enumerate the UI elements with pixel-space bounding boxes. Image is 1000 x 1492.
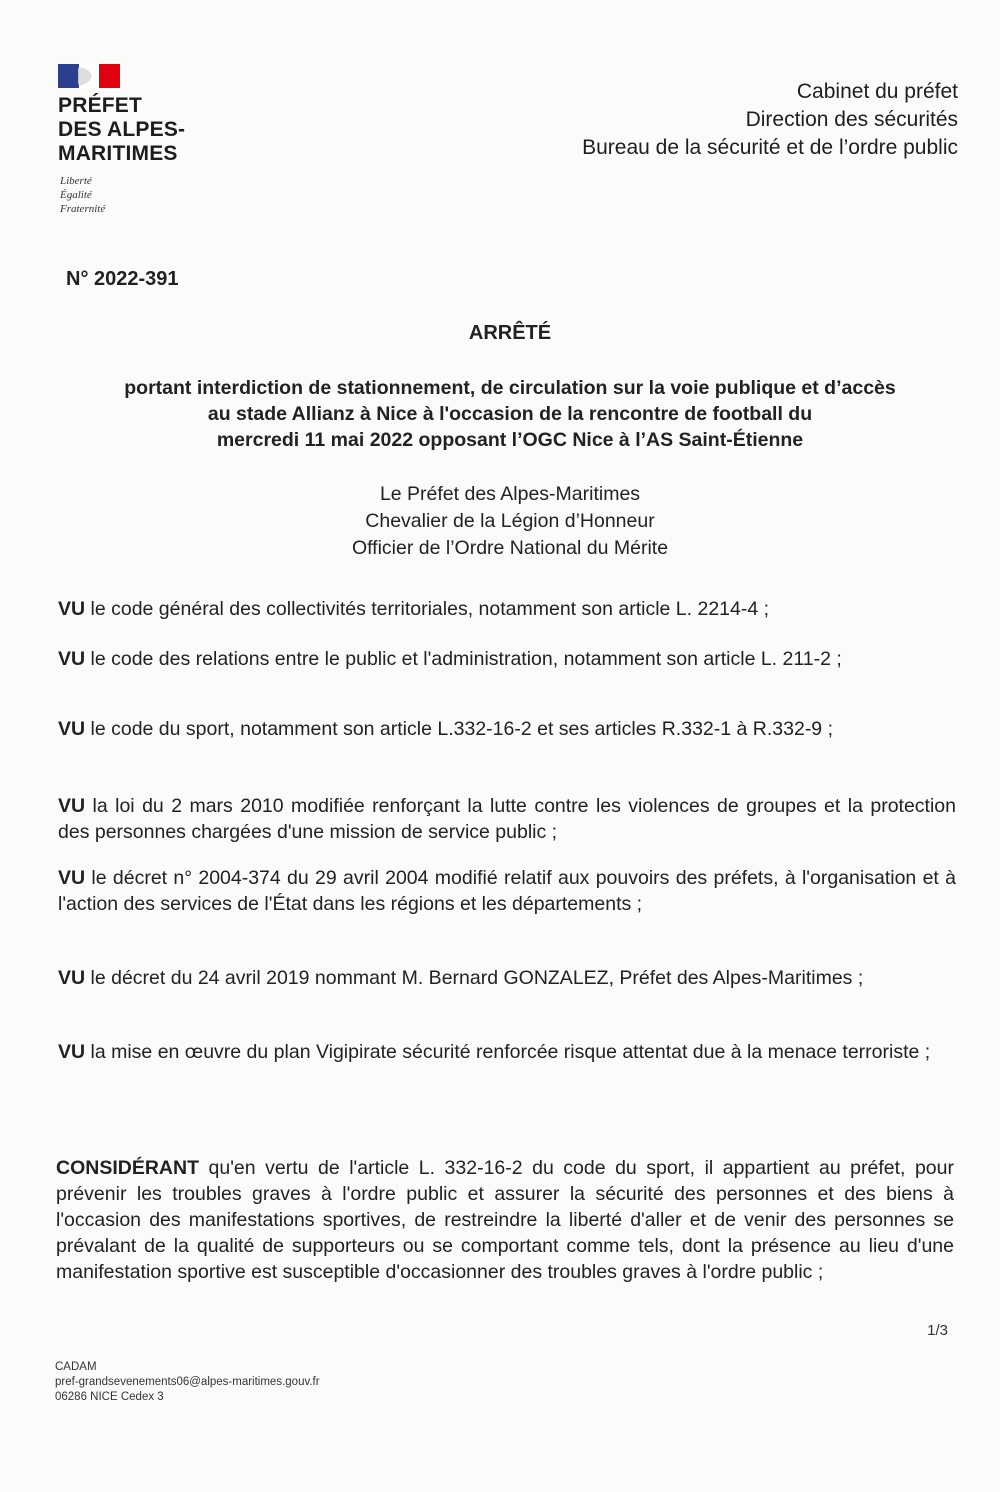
republic-motto [60,174,105,216]
office-line: Direction des sécurités [745,108,958,131]
document-subject [60,375,960,453]
motto-line: Égalité [60,189,92,201]
institution-line: MARITIMES [58,142,178,165]
visa-paragraph [58,716,956,742]
footer-line: CADAM [55,1361,97,1373]
arrete-number: N° 2022-391 [66,268,179,290]
visa-paragraph [58,646,956,672]
visa-keyword: VU [58,598,86,620]
office-line: Bureau de la sécurité et de l’ordre public [582,136,958,159]
footer-email: pref-grandsevenements06@alpes-maritimes.gouv.fr [55,1376,320,1388]
office-line: Cabinet du préfet [796,80,958,103]
visa-text: le code du sport, notamment son article L.332-16-2 et ses articles R.332-1 à R.332-9 ; [85,718,833,740]
considerant-paragraph [56,1155,954,1285]
visa-paragraph [58,793,956,845]
visa-text: le code des relations entre le public et l'administration, notamment son article L. 211-2 ; [85,648,842,670]
institution-name [58,94,228,166]
signing-authority [0,481,1000,562]
document-title: ARRÊTÉ [468,322,552,344]
institution-line: DES ALPES- [58,118,186,141]
authority-line: Officier de l’Ordre National du Mérite [351,537,669,559]
visa-paragraph [58,596,956,622]
visa-keyword: VU [58,718,86,740]
marianne-flag-icon [58,64,120,88]
visa-keyword: VU [58,1041,86,1063]
motto-line: Liberté [60,175,92,187]
subject-line: au stade Allianz à Nice à l'occasion de la rencontre de football du [207,403,813,425]
footer-contact [55,1360,320,1405]
visa-text: le décret du 24 avril 2019 nommant M. Bernard GONZALEZ, Préfet des Alpes-Maritimes ; [85,967,864,989]
visa-keyword: VU [58,795,86,817]
visa-paragraph [58,1039,956,1065]
authority-line: Chevalier de la Légion d’Honneur [365,510,655,532]
visa-text: le code général des collectivités territoriales, notamment son article L. 2214-4 ; [85,598,770,620]
page-number: 1/3 [927,1322,948,1339]
visa-paragraph [58,965,956,991]
subject-line: portant interdiction de stationnement, de circulation sur la voie publique et d’accès [124,377,896,399]
visa-keyword: VU [58,967,86,989]
subject-line: mercredi 11 mai 2022 opposant l’OGC Nice à l’AS Saint-Étienne [216,429,804,451]
visa-keyword: VU [58,648,86,670]
considerant-keyword: CONSIDÉRANT [56,1157,200,1179]
motto-line: Fraternité [60,203,106,215]
visa-paragraph [58,865,956,917]
issuing-office [582,78,958,162]
authority-line: Le Préfet des Alpes-Maritimes [379,483,641,505]
visa-keyword: VU [58,867,86,889]
visa-text: le décret n° 2004-374 du 29 avril 2004 modifié relatif aux pouvoirs des préfets, à l'organisation et à l'action des services de l'État dans les régions et les départements ; [58,867,956,915]
considerant-text: qu'en vertu de l'article L. 332-16-2 du code du sport, il appartient au préfet, pour prévenir les troubles graves à l'ordre public et assurer la sécurité des personnes et des biens à l'occasion des manifestations sportives, de restreindre la liberté d'aller et de venir des personnes se prévalant de la qualité de supporteurs ou se comportant comme tels, dont la présence au lieu d'une manifestation sportive est susceptible d'occasionner des troubles graves à l'ordre public ; [56,1157,954,1283]
visa-text: la loi du 2 mars 2010 modifiée renforçant la lutte contre les violences de groupes et la protection des personnes chargées d'une mission de service public ; [58,795,956,843]
institution-line: PRÉFET [58,94,143,117]
footer-line: 06286 NICE Cedex 3 [55,1391,164,1403]
visa-text: la mise en œuvre du plan Vigipirate sécurité renforcée risque attentat due à la menace terroriste ; [85,1041,931,1063]
